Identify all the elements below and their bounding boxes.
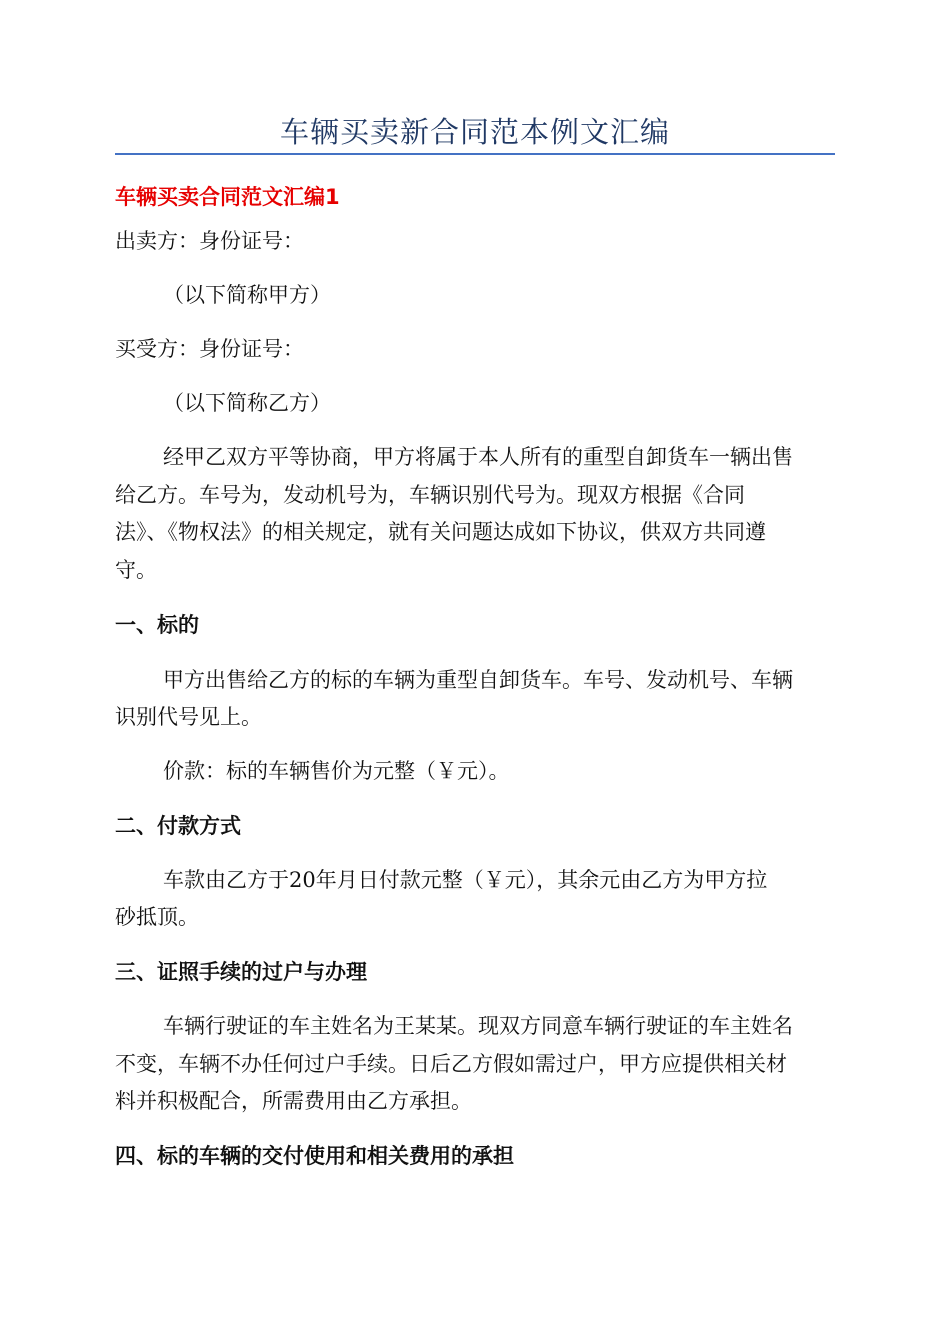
section-heading-3: 三、证照手续的过户与办理 — [115, 960, 367, 984]
price-line: 价款：标的车辆售价为元整（￥元）。 — [163, 759, 510, 783]
section-heading-1: 一、标的 — [115, 613, 199, 637]
section-heading-2: 二、付款方式 — [115, 814, 241, 838]
intro-line: 经甲乙双方平等协商，甲方将属于本人所有的重型自卸货车一辆出售 — [163, 445, 793, 469]
section2-paragraph-line: 车款由乙方于20年月日付款元整（￥元），其余元由乙方为甲方拉 — [163, 868, 768, 892]
section1-paragraph-line: 甲方出售给乙方的标的车辆为重型自卸货车。车号、发动机号、车辆 — [163, 668, 793, 692]
section-heading-4: 四、标的车辆的交付使用和相关费用的承担 — [115, 1144, 514, 1168]
seller-line: 出卖方：身份证号： — [115, 229, 304, 253]
section1-paragraph-line: 识别代号见上。 — [115, 705, 262, 729]
section3-paragraph-line: 不变，车辆不办任何过户手续。日后乙方假如需过户，甲方应提供相关材 — [115, 1052, 787, 1076]
document-title: 车辆买卖新合同范本例文汇编 — [279, 115, 670, 149]
intro-line: 法》、《物权法》的相关规定，就有关问题达成如下协议，供双方共同遵 — [115, 520, 766, 544]
buyer-alias: （以下简称乙方） — [163, 391, 331, 415]
intro-line: 守。 — [115, 558, 157, 582]
intro-line: 给乙方。车号为，发动机号为，车辆识别代号为。现双方根据《合同 — [115, 483, 745, 507]
buyer-line: 买受方：身份证号： — [115, 337, 304, 361]
section3-paragraph-line: 料并积极配合，所需费用由乙方承担。 — [115, 1089, 472, 1113]
section2-paragraph-line: 砂抵顶。 — [115, 905, 199, 929]
contract-subtitle: 车辆买卖合同范文汇编1 — [115, 185, 340, 209]
title-divider — [115, 153, 835, 155]
section3-paragraph-line: 车辆行驶证的车主姓名为王某某。现双方同意车辆行驶证的车主姓名 — [163, 1014, 793, 1038]
seller-alias: （以下简称甲方） — [163, 283, 331, 307]
